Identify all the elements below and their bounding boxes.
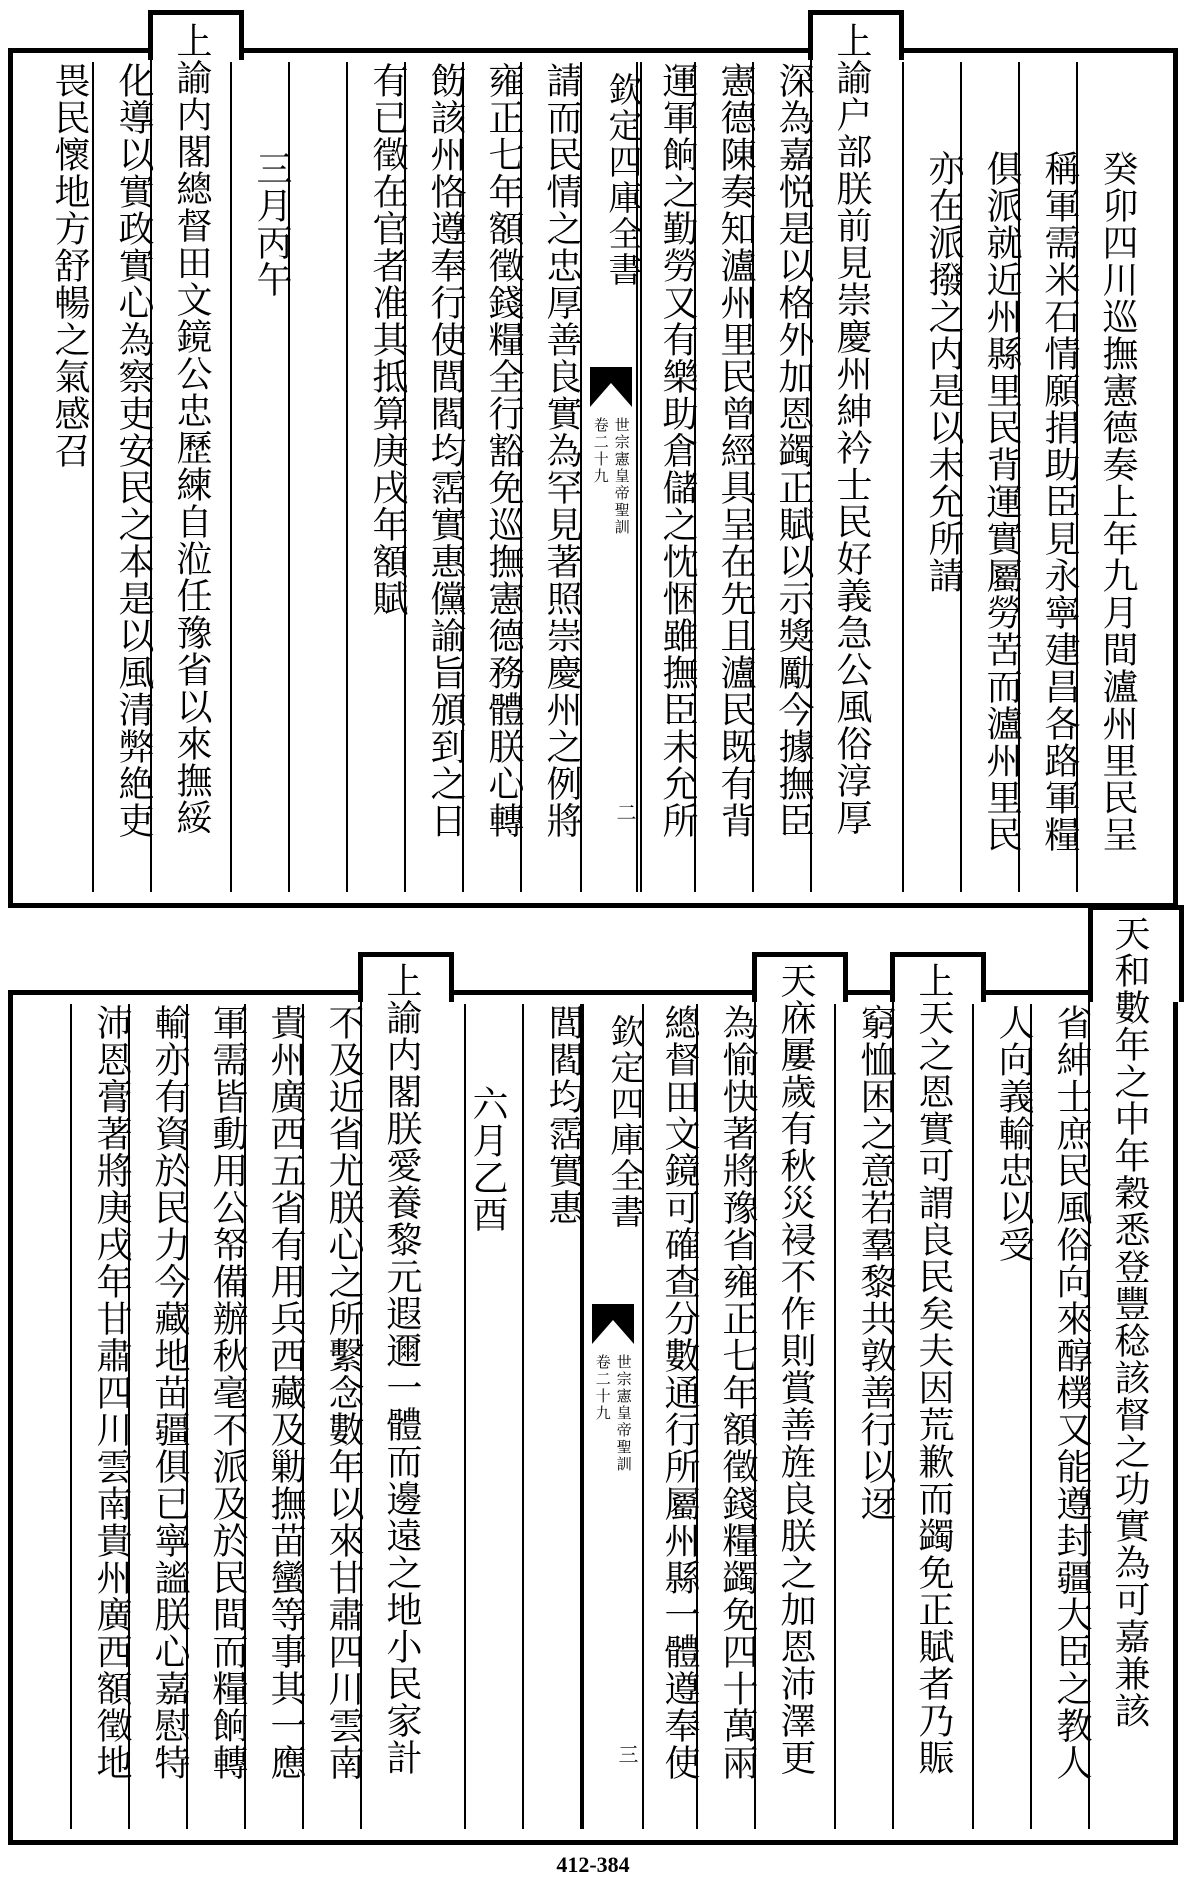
column-9: 請而民情之忠厚善良實為罕見著照崇慶州之例將	[541, 62, 582, 839]
page-footer-number: 412-384	[556, 1852, 630, 1877]
column-6: 天庥屢歲有秋災祲不作則賞善旌良朕之加恩沛澤更	[775, 962, 816, 1776]
center-title: 欽定四庫全書	[604, 1014, 644, 1230]
column-6: 深為嘉悦是以格外加恩蠲正賦以示獎勵今據撫臣	[773, 62, 814, 839]
folio-number: 三	[615, 1744, 639, 1764]
folio-number: 二	[613, 802, 637, 822]
column-11: 上諭内閣朕愛養黎元遐邇一體而邊遠之地小民家計	[381, 962, 422, 1776]
column-5: 上諭户部朕前見崇慶州紳衿士民好義急公風俗淳厚	[831, 22, 872, 836]
column-4: 亦在派撥之内是以未允所請	[923, 150, 964, 594]
center-volume: 卷二十九	[591, 417, 610, 485]
column-7: 為愉快著將豫省雍正七年額徵錢糧蠲免四十萬兩	[717, 1004, 758, 1781]
center-subtitle: 世宗憲皇帝聖訓	[612, 417, 631, 536]
column-10: 六月乙酉	[467, 1085, 508, 1233]
fishtail-mark-icon	[590, 367, 632, 407]
column-13: 貴州廣西五省有用兵西藏及勦撫苗蠻等事其一應	[265, 1004, 306, 1781]
column-15: 輸亦有資於民力今藏地苗疆俱已寧謐朕心嘉慰特	[149, 1004, 190, 1781]
column-8: 總督田文鏡可確查分數通行所屬州縣一體遵奉使	[659, 1004, 700, 1781]
top-page	[0, 0, 1186, 905]
column-3: 人向義輸忠以受	[993, 1004, 1034, 1263]
column-7: 憲德陳奏知瀘州里民曾經具呈在先且瀘民既有背	[715, 62, 756, 839]
column-2: 稱軍需米石情願捐助臣見永寧建昌各路軍糧	[1039, 150, 1080, 853]
column-12: 不及近省尤朕心之所繫念數年以來甘肅四川雲南	[323, 1004, 364, 1781]
column-12: 有已徵在官者准其抵算庚戌年額賦	[367, 62, 408, 617]
column-14: 軍需皆動用公帑備辦秋毫不派及於民間而糧餉轉	[207, 1004, 248, 1781]
fishtail-mark-icon	[592, 1304, 634, 1344]
column-3: 俱派就近州縣里民背運實屬勞苦而瀘州里民	[981, 150, 1022, 853]
center-column	[582, 1004, 644, 1829]
column-5: 窮恤困之意若羣黎共敦善行以迓	[855, 1004, 896, 1522]
column-11: 飭該州恪遵奉行使閭閻均霑實惠儻諭旨頒到之日	[425, 62, 466, 839]
column-15: 化導以實政實心為察吏安民之本是以風清弊絶吏	[113, 62, 154, 839]
center-column	[580, 62, 642, 892]
column-9: 閭閻均霑實惠	[543, 1004, 584, 1226]
column-4: 上天之恩實可謂良民矣夫因荒歉而蠲免正賦者乃賑	[913, 962, 954, 1776]
column-16: 沛恩膏著將庚戌年甘肅四川雲南貴州廣西額徵地	[91, 1004, 132, 1781]
bottom-page	[0, 905, 1186, 1850]
column-1: 天和數年之中年穀悉登豐稔該督之功實為可嘉兼該	[1109, 915, 1150, 1729]
column-14: 上諭内閣總督田文鏡公忠歷練自涖任豫省以來撫綏	[171, 22, 212, 836]
center-title: 欽定四庫全書	[602, 72, 642, 288]
column-8: 運軍餉之勤勞又有樂助倉儲之忱悃雖撫臣未允所	[657, 62, 698, 839]
column-2: 省紳士庶民風俗向來醇樸又能遵封疆大臣之教人	[1051, 1004, 1092, 1781]
column-1: 癸卯四川巡撫憲德奏上年九月間瀘州里民呈	[1097, 150, 1138, 853]
column-10: 雍正七年額徵錢糧全行豁免巡撫憲德務體朕心轉	[483, 62, 524, 839]
center-subtitle: 世宗憲皇帝聖訓	[614, 1354, 633, 1473]
column-13: 三月丙午	[251, 150, 292, 298]
column-16: 畏民懷地方舒暢之氣感召	[49, 62, 90, 469]
center-volume: 卷二十九	[593, 1354, 612, 1422]
